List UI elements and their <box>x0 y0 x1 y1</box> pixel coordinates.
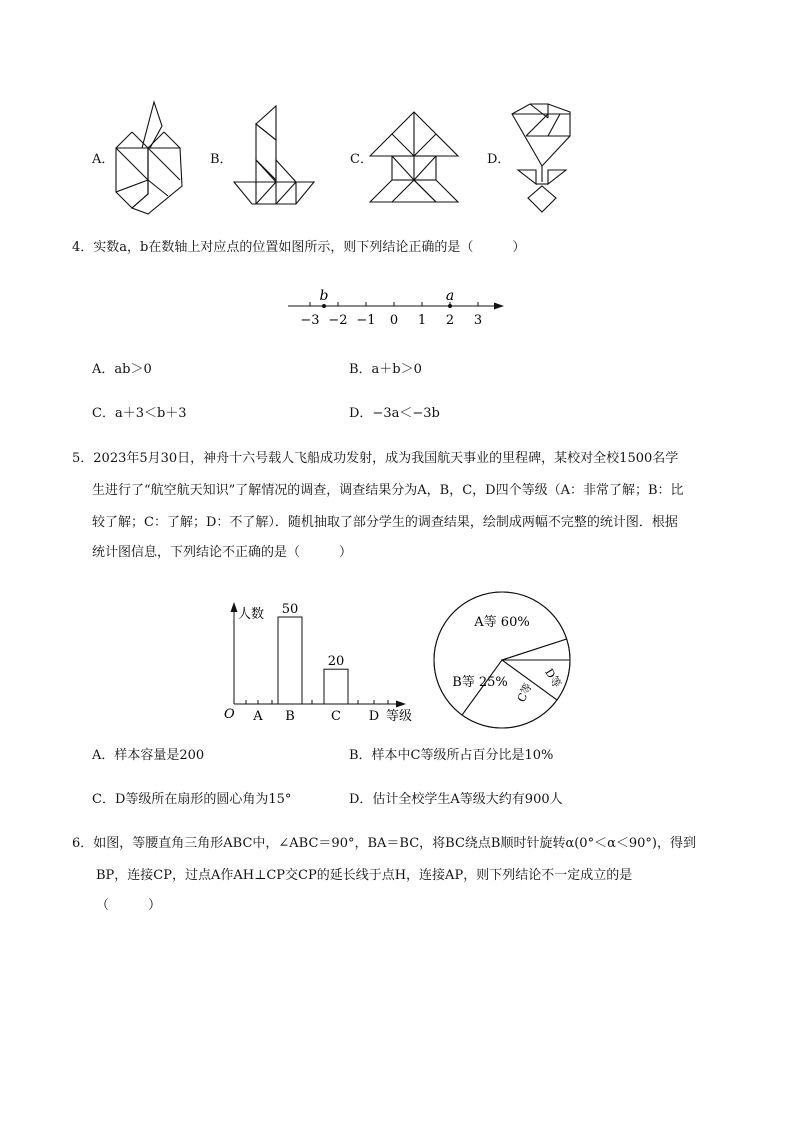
bar-chart-category-label: C <box>331 709 341 724</box>
tangram-figure-a <box>112 96 186 218</box>
bar-data-label: 20 <box>327 654 345 670</box>
number-line-tick-label: −1 <box>356 313 376 328</box>
tangram-figure-b <box>230 104 316 212</box>
bar-chart-category-label: A <box>253 709 263 724</box>
bar-data-label: 50 <box>281 602 299 617</box>
pie-slice-label: A等 60% <box>474 615 530 630</box>
q5-option-a[interactable]: A．样本容量是200 <box>92 748 205 763</box>
bar-B <box>278 617 302 704</box>
q5-option-c[interactable]: C．D等级所在扇形的圆心角为15° <box>92 792 292 807</box>
q4-option-b[interactable]: B．a＋b＞0 <box>349 362 422 377</box>
q4-option-d[interactable]: D．−3a＜−3b <box>349 406 440 421</box>
number-line-tick-label: −3 <box>300 313 320 328</box>
tangram-figure-d <box>508 100 580 214</box>
number-line-tick-label: 0 <box>389 313 399 328</box>
pie-slice-label: C等 <box>514 681 535 705</box>
q3-option-d-label[interactable]: D． <box>487 152 511 167</box>
bar-chart-bars <box>246 602 388 724</box>
point-b-label: b <box>319 288 329 304</box>
q3-option-b-label[interactable]: B． <box>210 152 233 167</box>
bar-chart-y-arrow <box>231 602 238 612</box>
q6-stem-line3: （ ） <box>96 898 162 913</box>
q5-stem-line1: 5．2023年5月30日，神舟十六号载人飞船成功发射，成为我国航天事业的里程碑，某校对全校1500名学 <box>72 451 679 466</box>
number-line-tick-label: 1 <box>417 313 427 328</box>
number-line-tick-label: 2 <box>445 313 455 328</box>
number-line <box>284 282 512 332</box>
q5-stem-line2: 生进行了“航空航天知识”了解情况的调查，调查结果分为A，B，C，D四个等级（A：非常了解；B：比 <box>92 483 684 498</box>
q3-option-a-label[interactable]: A． <box>92 152 115 167</box>
q5-option-b[interactable]: B．样本中C等级所占百分比是10% <box>349 748 554 763</box>
bar-chart-x-arrow <box>396 701 406 708</box>
pie-slice-label: D等 <box>542 666 564 690</box>
q4-stem: 4．实数a，b在数轴上对应点的位置如图所示，则下列结论正确的是（ ） <box>72 240 526 255</box>
bar-chart-category-label: D <box>368 709 380 724</box>
bar-chart-xlabel: 等级 <box>386 709 413 724</box>
number-line-arrow <box>494 303 504 310</box>
bar-chart-category-label: B <box>285 709 295 724</box>
q4-option-a[interactable]: A．ab＞0 <box>92 362 152 377</box>
pie-chart-slices <box>434 592 570 728</box>
q6-stem-line2: BP，连接CP，过点A作AH⊥CP交CP的延长线于点H，连接AP，则下列结论不一定成立的是 <box>96 868 633 883</box>
point-a-dot <box>448 304 452 308</box>
tangram-figure-c <box>368 108 462 212</box>
q5-stem-line3: 较了解；C：了解；D：不了解）．随机抽取了部分学生的调查结果，绘制成两幅不完整的统计图．根据 <box>92 515 678 530</box>
bar-chart-origin: O <box>224 707 235 722</box>
q5-stem-line4: 统计图信息，下列结论不正确的是（ ） <box>92 545 353 560</box>
point-b-dot <box>322 304 326 308</box>
q5-option-d[interactable]: D．估计全校学生A等级大约有900人 <box>349 792 563 807</box>
number-line-tick-label: 3 <box>473 313 483 328</box>
bar-chart <box>216 596 422 728</box>
bar-chart-ylabel: 人数 <box>238 607 265 622</box>
q4-option-c[interactable]: C．a＋3＜b＋3 <box>92 406 187 421</box>
pie-slice-label: B等 25% <box>452 675 508 690</box>
q3-option-c-label[interactable]: C． <box>350 152 373 167</box>
bar-C <box>324 669 348 704</box>
point-a-label: a <box>445 288 455 304</box>
pie-chart <box>430 588 574 732</box>
q6-stem-line1: 6．如图，等腰直角三角形ABC中，∠ABC＝90°，BA＝BC，将BC绕点B顺时针旋转α(0°＜α＜90°)，得到 <box>72 836 696 851</box>
number-line-tick-label: −2 <box>328 313 348 328</box>
